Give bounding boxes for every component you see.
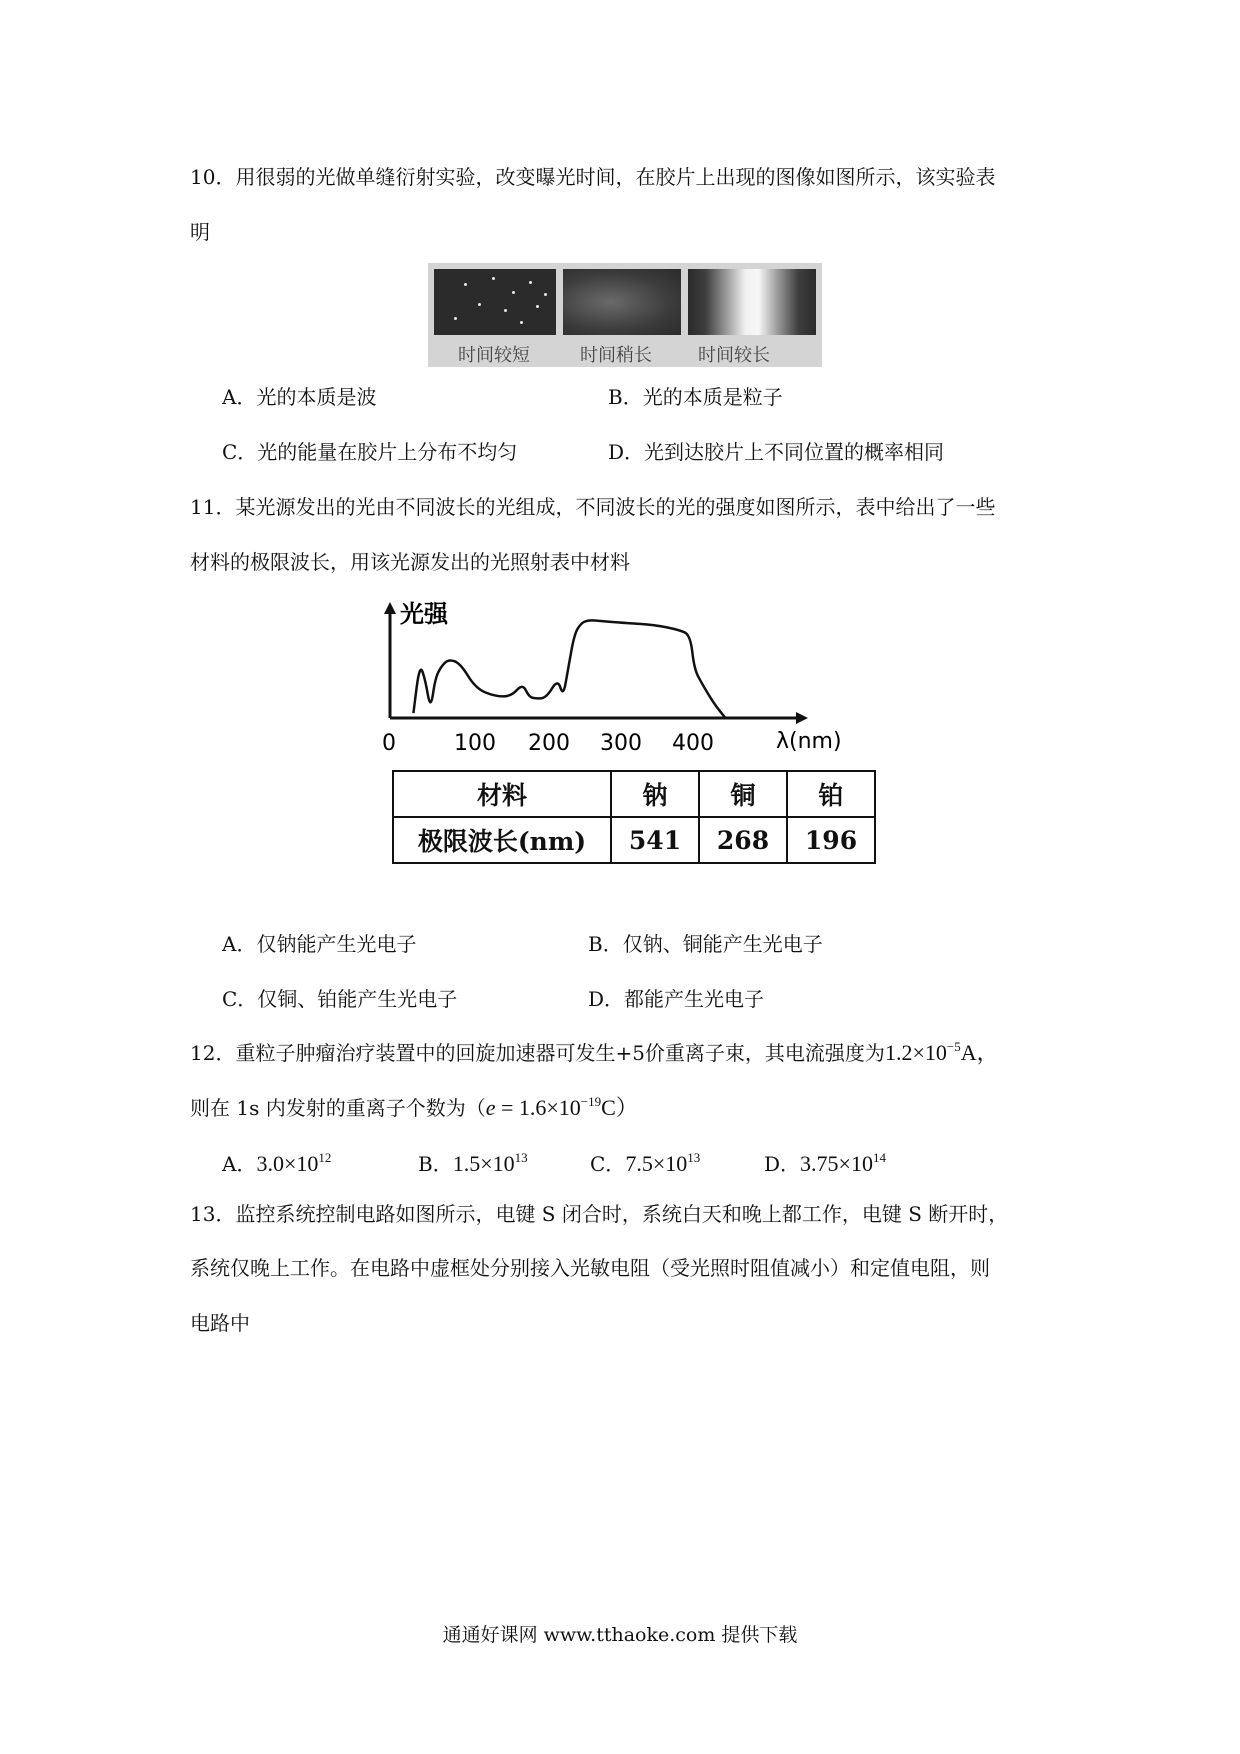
x-axis-label: λ(nm) [776, 729, 842, 754]
q12-option-a: A．$3.0\times 10^{12}$ [222, 1150, 332, 1176]
table-header-row [393, 771, 875, 817]
short-exposure-label: 时间较短 [458, 345, 530, 366]
y-axis-label: 光强 [400, 600, 448, 628]
q10-option-d: D．光到达胶片上不同位置的概率相同 [608, 440, 945, 464]
q10-option-c: C．光的能量在胶片上分布不均匀 [222, 440, 518, 464]
q10-stem-line-1: 10．用很弱的光做单缝衍射实验，改变曝光时间，在胶片上出现的图像如图所示，该实验表 [190, 165, 996, 189]
table-cell: 268 [699, 817, 787, 863]
q13-stem-line-3: 电路中 [190, 1311, 250, 1335]
q13-stem-line-1: 13．监控系统控制电路如图所示，电键 S 闭合时，系统白天和晚上都工作，电键 S 断开时， [190, 1202, 1009, 1226]
q11-option-a: A．仅钠能产生光电子 [222, 932, 417, 956]
q11-option-b: B．仅钠、铜能产生光电子 [588, 932, 823, 956]
charge-value: $e = 1.6\times 10^{-19}C$） [485, 1094, 638, 1120]
intensity-curve [413, 620, 725, 718]
q11-option-c: C．仅铜、铂能产生光电子 [222, 987, 458, 1011]
q12-option-b: B．$1.5\times 10^{13}$ [418, 1150, 528, 1176]
x-axis-arrow [796, 712, 808, 724]
x-tick-label: 0 [382, 731, 396, 756]
q12-stem-text-2: 则在 1s 内发射的重离子个数为（ [190, 1096, 486, 1120]
x-tick-label: 400 [672, 731, 714, 756]
q12-stem-text: 12．重粒子肿瘤治疗装置中的回旋加速器可发生+5价重离子束，其电流强度为 [190, 1041, 885, 1065]
table-row [393, 817, 875, 863]
q11-stem-line-2: 材料的极限波长，用该光源发出的光照射表中材料 [190, 550, 630, 574]
y-axis-arrow [384, 602, 396, 614]
short-exposure-panel [434, 269, 556, 335]
q10-stem-line-2: 明 [190, 220, 210, 244]
q11-stem-line-1: 11．某光源发出的光由不同波长的光组成，不同波长的光的强度如图所示，表中给出了一些 [190, 495, 996, 519]
table-cell: 541 [611, 817, 699, 863]
table-cell: 极限波长(nm) [393, 817, 611, 863]
q11-option-d: D．都能产生光电子 [588, 987, 765, 1011]
q10-option-a: A．光的本质是波 [222, 385, 377, 409]
exposure-figure [428, 263, 822, 367]
x-tick-label: 300 [600, 731, 642, 756]
table-header-cell: 铜 [699, 771, 787, 817]
q12-stem-line-2 [190, 1094, 638, 1122]
q12-stem-line-1 [190, 1039, 999, 1067]
q12-option-d: D．$3.75\times 10^{14}$ [764, 1150, 886, 1176]
q12-option-c: C．$7.5\times 10^{13}$ [590, 1150, 701, 1176]
medium-exposure-panel [563, 269, 681, 335]
x-tick-label: 100 [454, 731, 496, 756]
spectrum-chart [372, 600, 872, 760]
table-header-cell: 钠 [611, 771, 699, 817]
table-cell: 196 [787, 817, 875, 863]
long-exposure-label: 时间较长 [698, 345, 770, 366]
x-tick-label: 200 [528, 731, 570, 756]
q10-option-b: B．光的本质是粒子 [608, 385, 783, 409]
footer-text: 通通好课网 www.tthaoke.com 提供下载 [442, 1624, 798, 1646]
long-exposure-panel [688, 269, 816, 335]
material-table [392, 770, 876, 864]
table-header-cell: 铂 [787, 771, 875, 817]
current-value: $1.2\times 10^{-5}A$， [884, 1039, 999, 1065]
medium-exposure-label: 时间稍长 [580, 345, 652, 366]
q13-stem-line-2: 系统仅晚上工作。在电路中虚框处分别接入光敏电阻（受光照时阻值减小）和定值电阻，则 [190, 1256, 990, 1280]
table-header-cell: 材料 [393, 771, 611, 817]
